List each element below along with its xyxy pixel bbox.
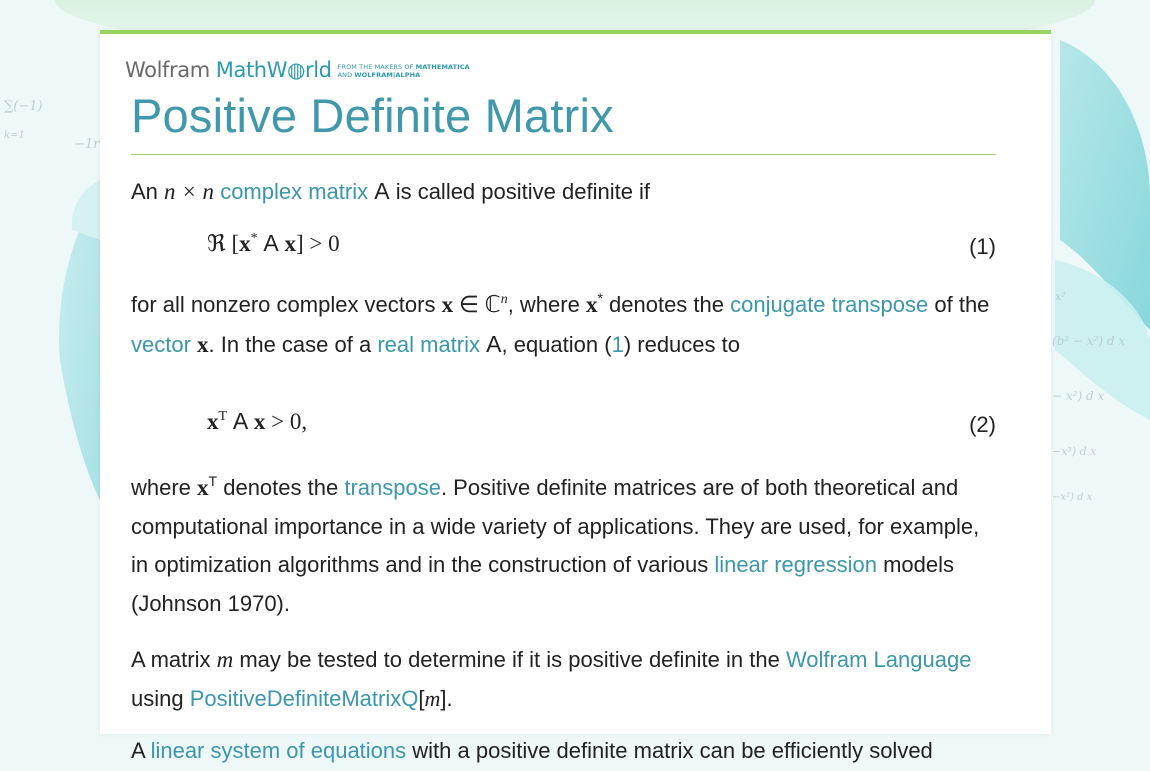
math-m: m (424, 685, 441, 711)
text: models (Johnson 1970). (131, 552, 954, 616)
text: , equation ( (501, 331, 612, 357)
svg-text:−x²) d x: −x²) d x (1052, 492, 1093, 503)
tagline-bold: WOLFRAM|ALPHA (354, 70, 421, 79)
math-matrix-a: A (374, 178, 390, 204)
math-transpose: T (208, 473, 218, 489)
text: , where (507, 292, 586, 317)
tagline-text: FROM THE MAKERS OF (337, 63, 414, 71)
math-vector-x: x (207, 409, 219, 434)
tagline-bold: MATHEMATICA (415, 63, 470, 71)
paragraph-1 (131, 172, 996, 212)
equation-2-number: (2) (969, 412, 996, 437)
brand-wolfram: Wolfram (125, 58, 210, 82)
math-n-by-n: n × n (164, 179, 215, 204)
equation-1-number: (1) (969, 234, 996, 259)
text: may be tested to determine if it is positive definite in the (233, 647, 786, 672)
math-vector-x: x (197, 331, 209, 357)
paragraph-4 (131, 641, 996, 718)
math-matrix-a: A (263, 230, 279, 256)
equation-2-body (207, 408, 307, 435)
article-card (100, 30, 1051, 763)
text: . In the case of a (208, 331, 378, 357)
text: [ (418, 685, 425, 711)
paragraph-2 (131, 286, 996, 364)
math-vector-x: x (253, 409, 266, 434)
math-star: * (250, 231, 258, 246)
brand-tagline (338, 64, 470, 79)
math-vector-x: x (284, 231, 296, 256)
svg-text:−1r: −1r (74, 137, 100, 152)
link-equation-1[interactable]: 1 (611, 331, 624, 357)
text: A (131, 738, 151, 763)
tagline-line-2 (338, 71, 421, 79)
text: of the (928, 292, 990, 317)
math-real-part: ℜ (207, 231, 226, 256)
math-vector-x: x (585, 292, 598, 317)
math: [ (225, 231, 240, 256)
link-real-matrix[interactable]: real matrix (377, 331, 481, 357)
link-linear-regression[interactable]: linear regression (714, 552, 877, 577)
svg-text:−x²) d x: −x²) d x (1052, 445, 1097, 458)
link-conjugate-transpose[interactable]: conjugate transpose (730, 292, 929, 317)
math-vector-x: x (239, 231, 251, 256)
text: . Positive definite matrices are of both theoretical and computational importance in a wide variety of applications. They are used, for example, in optimization algorithms and in the construction of various (131, 475, 980, 577)
text: ]. (440, 685, 453, 711)
tagline-text: AND (337, 70, 353, 79)
equation-1-body (207, 230, 340, 257)
text: An (131, 179, 165, 204)
text: is called positive definite if (389, 179, 651, 204)
text: with a positive definite matrix can be efficiently solved (406, 738, 933, 763)
text: denotes the (602, 292, 731, 317)
math-matrix-a: A (486, 330, 502, 357)
math-star: * (597, 290, 603, 306)
mathworld-logo[interactable] (125, 58, 470, 82)
link-wolfram-language[interactable]: Wolfram Language (785, 647, 972, 672)
text: A matrix (131, 647, 217, 672)
link-transpose[interactable]: transpose (344, 475, 441, 500)
math-vector-x: x (197, 475, 209, 500)
math: > 0, (265, 409, 308, 434)
math-transpose: T (218, 409, 228, 424)
svg-text:∑(−1): ∑(−1) (4, 99, 43, 114)
title-divider (131, 154, 996, 155)
link-complex-matrix[interactable]: complex matrix (220, 179, 369, 204)
math-matrix-a: A (232, 408, 249, 434)
text: for all nonzero complex vectors (131, 292, 442, 317)
equation-2 (131, 408, 996, 444)
text: using (131, 685, 190, 711)
text: denotes the (217, 475, 345, 500)
svg-text:x²: x² (1055, 290, 1066, 303)
math-vector-x: x (441, 292, 454, 317)
page-title: Positive Definite Matrix (131, 89, 614, 142)
math-m: m (216, 647, 234, 672)
svg-text:− x²) d x: − x²) d x (1052, 389, 1105, 403)
math-n: n (500, 292, 508, 307)
math: ∈ ℂ (453, 292, 501, 317)
math: ] > 0 (296, 231, 340, 256)
svg-text:k=1: k=1 (4, 130, 25, 141)
text: ) reduces to (623, 331, 740, 357)
paragraph-3 (131, 469, 996, 623)
svg-text:(b² − x²) d x: (b² − x²) d x (1052, 334, 1126, 348)
equation-1 (131, 230, 996, 266)
link-vector[interactable]: vector (131, 331, 191, 357)
link-linear-system-of-equations[interactable]: linear system of equations (150, 738, 407, 763)
paragraph-5 (131, 732, 996, 771)
link-positivedefinitematrixq[interactable]: PositiveDefiniteMatrixQ (189, 685, 419, 711)
text: where (131, 475, 198, 500)
brand-mathworld: MathW◍rld (215, 58, 332, 82)
